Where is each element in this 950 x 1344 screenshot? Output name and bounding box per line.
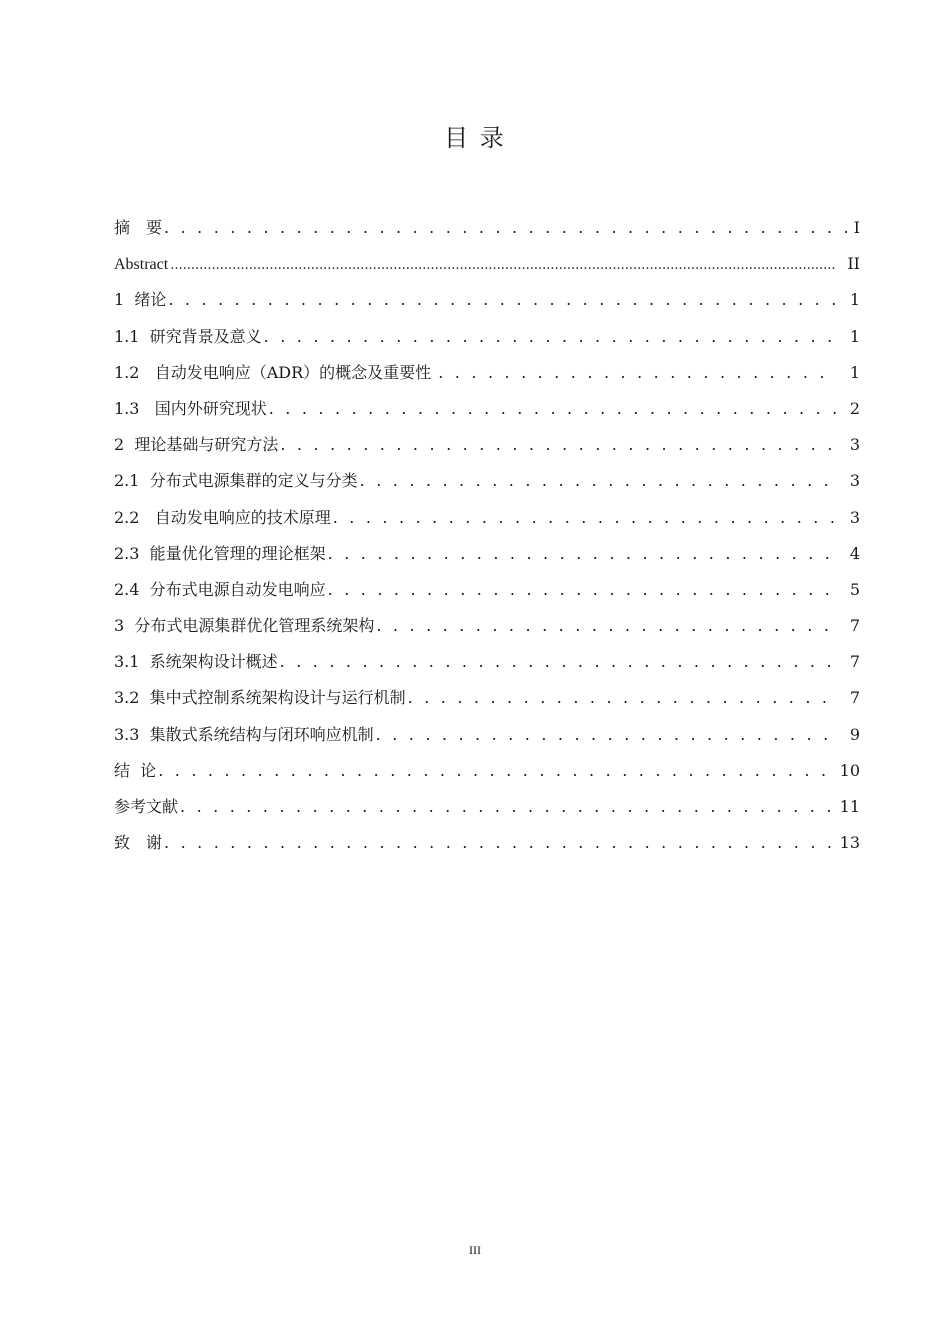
toc-entry-label: 3 分布式电源集群优化管理系统架构 <box>114 616 375 636</box>
dot-leader <box>408 680 836 716</box>
dot-leader <box>170 248 836 284</box>
toc-entry-page: 5 <box>849 579 860 599</box>
toc-entry-label: 结 论 <box>114 760 157 780</box>
toc-entry-label: 参考文献 <box>114 797 179 816</box>
toc-entry-label: 1.3 国内外研究现状 <box>114 398 267 418</box>
toc-entry-label: 3.2 集中式控制系统架构设计与运行机制 <box>114 688 406 708</box>
toc-entry-page: 1 <box>849 326 860 346</box>
dot-leader <box>360 463 836 499</box>
dot-leader <box>333 500 836 536</box>
dot-leader <box>328 536 836 572</box>
dot-leader <box>158 753 833 789</box>
toc-entry-label: 2.2 自动发电响应的技术原理 <box>114 507 331 527</box>
toc-entry-acknowledgements[interactable] <box>114 825 860 861</box>
toc-entry-page: 13 <box>839 833 860 853</box>
toc-entry-section-2-4[interactable] <box>114 572 860 608</box>
toc-entry-label: 1.1 研究背景及意义 <box>114 326 262 346</box>
toc-entry-section-2-2[interactable] <box>114 500 860 536</box>
toc-entry-section-1-3[interactable] <box>114 391 860 427</box>
toc-entry-section-2-1[interactable] <box>114 463 860 499</box>
dot-leader <box>376 608 836 644</box>
toc-entry-section-1-1[interactable] <box>114 319 860 355</box>
toc-entry-label: 致 谢 <box>114 833 163 853</box>
toc-entry-page: 7 <box>849 688 860 708</box>
toc-entry-section-1-2[interactable] <box>114 355 860 391</box>
toc-entry-label: 摘 要 <box>114 218 163 237</box>
toc-entry-label: Abstract <box>114 256 169 274</box>
toc-entry-conclusion[interactable] <box>114 753 860 789</box>
toc-entry-section-3-1[interactable] <box>114 644 860 680</box>
dot-leader <box>280 427 836 463</box>
toc-entry-page: 1 <box>849 290 860 310</box>
toc-entry-page: 9 <box>849 724 860 744</box>
toc-entry-page: 7 <box>849 652 860 672</box>
page-title: 目 录 <box>444 124 506 152</box>
dot-leader <box>438 355 836 391</box>
toc-entry-chapter-1[interactable] <box>114 282 860 318</box>
toc-entry-page: 3 <box>849 435 860 455</box>
toc-entry-label: 2.1 分布式电源集群的定义与分类 <box>114 471 358 491</box>
toc-entry-label: 3.3 集散式系统结构与闭环响应机制 <box>114 724 374 744</box>
dot-leader <box>168 282 836 318</box>
toc-entry-page: 7 <box>849 616 860 636</box>
toc-entry-page: I <box>853 218 860 237</box>
toc-entry-page: 3 <box>849 507 860 527</box>
toc-entry-section-3-3[interactable] <box>114 717 860 753</box>
dot-leader <box>264 319 836 355</box>
toc-entry-section-2-3[interactable] <box>114 536 860 572</box>
toc-entry-page: 3 <box>849 471 860 491</box>
toc-entry-label: 1 绪论 <box>114 290 167 310</box>
toc-entry-page: 1 <box>849 362 860 382</box>
toc-entry-label: 3.1 系统架构设计概述 <box>114 652 278 672</box>
toc-entry-page: II <box>847 254 860 274</box>
toc-entry-page: 4 <box>849 543 860 563</box>
dot-leader <box>164 825 834 861</box>
toc-entry-abstract-en[interactable] <box>114 246 860 282</box>
toc-entry-page: 2 <box>849 398 860 418</box>
dot-leader <box>280 644 836 680</box>
toc-entry-abstract-cn[interactable] <box>114 210 860 246</box>
toc-entry-chapter-2[interactable] <box>114 427 860 463</box>
toc-entry-label: 2.3 能量优化管理的理论框架 <box>114 543 326 563</box>
dot-leader <box>328 572 836 608</box>
toc-entry-page: 10 <box>839 760 860 780</box>
toc-entry-label: 2 理论基础与研究方法 <box>114 435 279 455</box>
dot-leader <box>376 717 836 753</box>
toc-entry-references[interactable] <box>114 789 860 825</box>
dot-leader <box>164 210 854 246</box>
dot-leader <box>269 391 836 427</box>
toc-entry-page: 11 <box>839 797 860 816</box>
toc-entry-chapter-3[interactable] <box>114 608 860 644</box>
page-number: III <box>469 1243 481 1257</box>
toc-entry-section-3-2[interactable] <box>114 680 860 716</box>
dot-leader <box>180 789 834 825</box>
toc-entry-label: 2.4 分布式电源自动发电响应 <box>114 579 326 599</box>
table-of-contents <box>114 210 860 861</box>
toc-entry-label: 1.2 自动发电响应（ADR）的概念及重要性 <box>114 362 437 382</box>
